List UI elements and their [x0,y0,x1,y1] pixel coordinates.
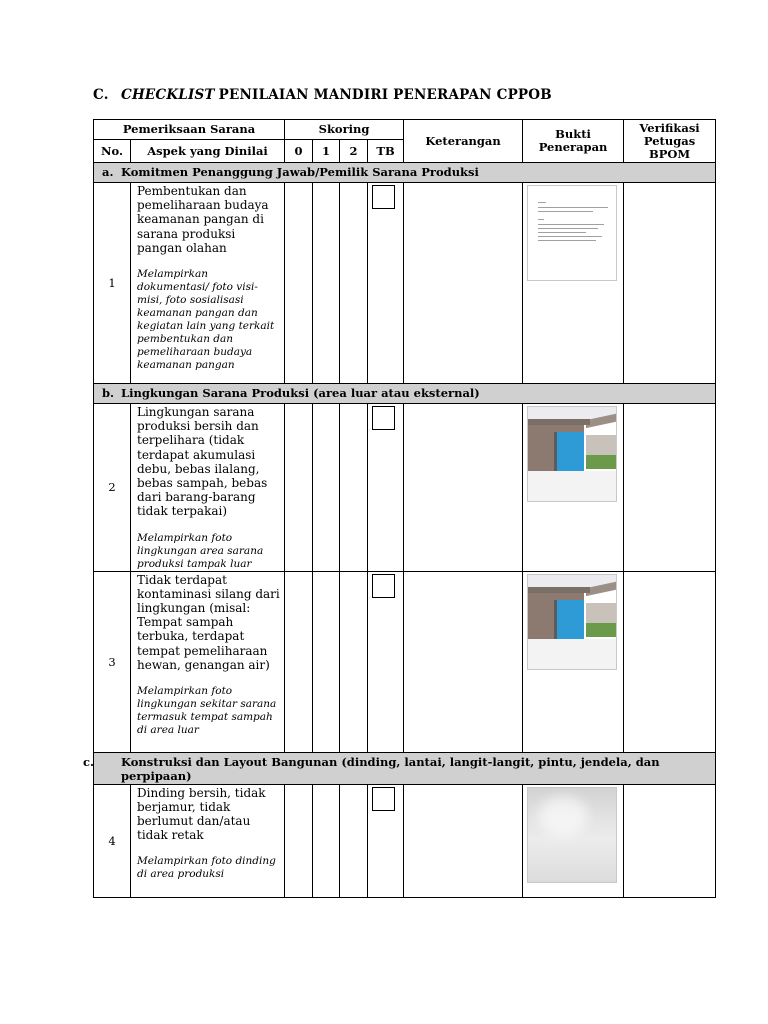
aspect-cell [131,784,285,897]
table-row [94,784,716,897]
score-0-cell[interactable] [285,404,313,572]
page-title [93,87,552,103]
keterangan-cell[interactable] [404,183,523,384]
evidence-note: Melampirkan foto lingkungan sekitar sarana termasuk tempat sampah di area luar [137,685,277,737]
evidence-note: Melampirkan foto lingkungan area sarana produksi tampak luar [137,531,264,570]
tb-checkbox[interactable] [372,406,395,430]
verifikasi-cell[interactable] [624,404,716,572]
header-skoring: Skoring [285,120,404,140]
section-a-row [94,163,716,183]
evidence-note: Melampirkan foto dinding di area produksi [137,855,276,881]
row-number: 3 [94,571,131,752]
section-label: a. [102,165,114,179]
keterangan-cell[interactable] [404,404,523,572]
header-pemeriksaan: Pemeriksaan Sarana [94,120,285,140]
title-rest: PENILAIAN MANDIRI PENERAPAN CPPOB [218,87,552,103]
header-score-1: 1 [313,140,340,163]
evidence-cell [523,183,624,384]
criterion-text: Pembentukan dan pemeliharaan budaya keamanan pangan di sarana produksi pangan olahan [137,184,269,255]
header-score-0: 0 [285,140,313,163]
document-thumbnail [527,185,617,281]
score-1-cell[interactable] [313,404,340,572]
header-verifikasi: Verifikasi Petugas BPOM [624,120,716,163]
section-a [94,163,716,183]
section-b-row [94,384,716,404]
score-tb-cell [368,404,404,572]
building-photo [527,406,617,502]
keterangan-cell[interactable] [404,571,523,752]
section-title: Komitmen Penanggung Jawab/Pemilik Sarana Produksi [121,165,479,179]
score-2-cell[interactable] [340,784,368,897]
building-photo [527,574,617,670]
criterion-text: Lingkungan sarana produksi bersih dan terpelihara (tidak terdapat akumulasi debu, bebas ilalang, bebas sampah, bebas dari barang-barang tidak terpakai) [137,405,268,519]
section-b [94,384,716,404]
header-aspek: Aspek yang Dinilai [131,140,285,163]
header-row-1 [94,120,716,140]
row-number: 4 [94,784,131,897]
title-prefix: C. [93,87,109,103]
header-bukti: Bukti Penerapan [523,120,624,163]
tb-checkbox[interactable] [372,574,395,598]
section-label: b. [102,386,115,400]
checklist-table [83,119,716,898]
section-title: Konstruksi dan Layout Bangunan (dinding, lantai, langit-langit, pintu, jendela, dan perpipaan) [121,754,660,783]
tb-checkbox[interactable] [372,787,395,811]
header-keterangan: Keterangan [404,120,523,163]
verifikasi-cell[interactable] [624,571,716,752]
verifikasi-cell[interactable] [624,183,716,384]
score-1-cell[interactable] [313,571,340,752]
score-1-cell[interactable] [313,183,340,384]
wall-photo [527,787,617,883]
aspect-cell [131,571,285,752]
evidence-note: Melampirkan dokumentasi/ foto visi-misi, foto sosialisasi keamanan pangan dan kegiatan lain yang terkait pembentukan dan pemeliharaan budaya keamanan pangan [137,268,275,372]
evidence-cell [523,784,624,897]
row-number: 2 [94,404,131,572]
table-row [94,571,716,752]
score-0-cell[interactable] [285,784,313,897]
score-1-cell[interactable] [313,784,340,897]
evidence-cell [523,404,624,572]
header-no: No. [94,140,131,163]
section-c-row [94,752,716,784]
score-2-cell[interactable] [340,571,368,752]
table-row [94,183,716,384]
tb-checkbox[interactable] [372,185,395,209]
score-2-cell[interactable] [340,404,368,572]
criterion-text: Tidak terdapat kontaminasi silang dari lingkungan (misal: Tempat sampah terbuka, terdapat tempat pemeliharaan hewan, genangan air) [137,572,280,672]
score-0-cell[interactable] [285,571,313,752]
row-number: 1 [94,183,131,384]
table-row [94,404,716,572]
score-tb-cell [368,183,404,384]
score-tb-cell [368,571,404,752]
header-score-2: 2 [340,140,368,163]
title-italic: CHECKLIST [121,87,215,103]
criterion-text: Dinding bersih, tidak berjamur, tidak berlumut dan/atau tidak retak [137,785,266,843]
section-label: c. [83,754,95,769]
section-title: Lingkungan Sarana Produksi (area luar atau eksternal) [121,386,480,400]
score-2-cell[interactable] [340,183,368,384]
aspect-cell [131,183,285,384]
score-0-cell[interactable] [285,183,313,384]
verifikasi-cell[interactable] [624,784,716,897]
aspect-cell [131,404,285,572]
keterangan-cell[interactable] [404,784,523,897]
header-score-tb: TB [368,140,404,163]
score-tb-cell [368,784,404,897]
evidence-cell [523,571,624,752]
section-c [83,752,716,784]
